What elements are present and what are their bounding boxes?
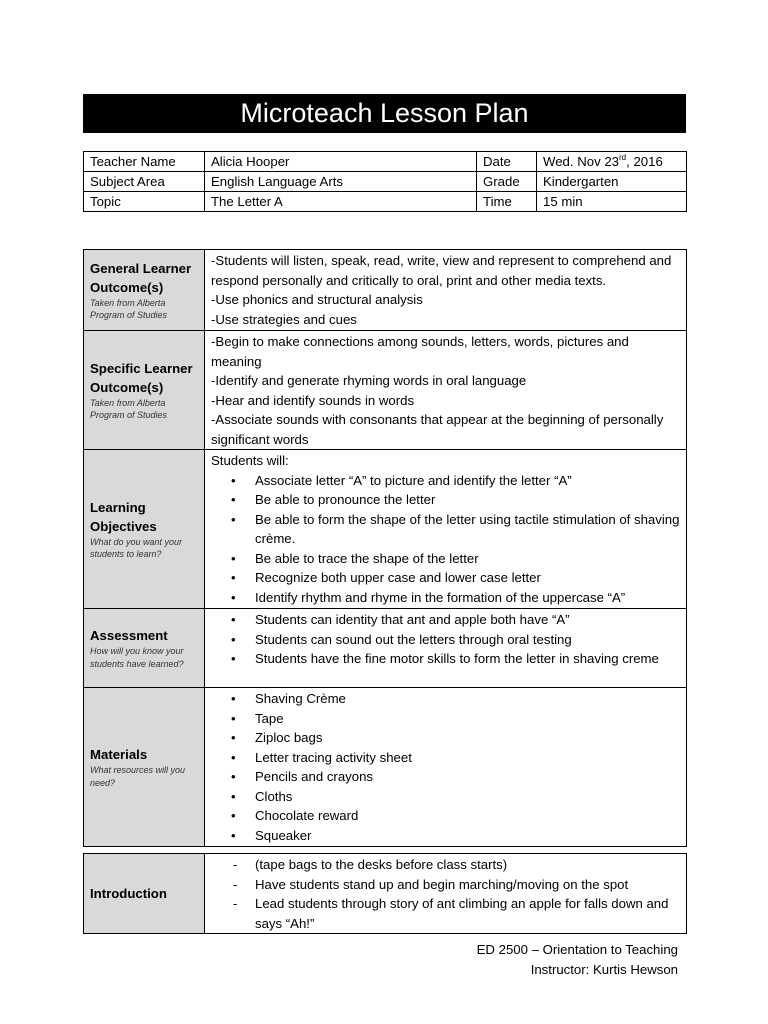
specific-outcomes-content bbox=[205, 331, 687, 450]
learning-objectives-content bbox=[205, 450, 687, 609]
learning-objectives-title: Learning Objectives bbox=[90, 499, 157, 534]
general-outcomes-header bbox=[84, 250, 205, 331]
introduction-content bbox=[205, 854, 687, 934]
subject-label: Subject Area bbox=[84, 172, 205, 192]
teacher-label: Teacher Name bbox=[84, 152, 205, 172]
list-item: • Tape bbox=[211, 709, 680, 729]
page-footer bbox=[477, 940, 678, 980]
materials-header bbox=[84, 688, 205, 847]
list-item: • Be able to pronounce the letter bbox=[211, 490, 680, 510]
subject-value: English Language Arts bbox=[205, 172, 477, 192]
general-outcomes-title: General Learner Outcome(s) bbox=[90, 260, 192, 295]
materials-title: Materials bbox=[90, 747, 148, 762]
assessment-row bbox=[84, 609, 687, 688]
teacher-value: Alicia Hooper bbox=[205, 152, 477, 172]
time-label: Time bbox=[477, 192, 537, 212]
list-item: • Shaving Crème bbox=[211, 689, 680, 709]
list-item: • Cloths bbox=[211, 787, 680, 807]
learning-objectives-header bbox=[84, 450, 205, 609]
materials-subtitle: What resources will you need? bbox=[90, 765, 186, 788]
learning-objectives-subtitle: What do you want your students to learn? bbox=[90, 536, 183, 559]
list-item: • Ziploc bags bbox=[211, 728, 680, 748]
materials-list bbox=[211, 689, 680, 845]
general-outcomes-row bbox=[84, 250, 687, 331]
specific-outcomes-title: Specific Learner Outcome(s) bbox=[90, 360, 193, 395]
introduction-row bbox=[84, 854, 687, 934]
general-outcome-line: -Use phonics and structural analysis bbox=[211, 292, 423, 307]
list-item: • Associate letter “A” to picture and identify the letter “A” bbox=[211, 471, 680, 491]
list-item: • Chocolate reward bbox=[211, 806, 680, 826]
time-value: 15 min bbox=[537, 192, 687, 212]
introduction-list bbox=[211, 855, 680, 933]
info-row-subject bbox=[84, 172, 687, 192]
list-item: • Squeaker bbox=[211, 826, 680, 846]
introduction-title: Introduction bbox=[90, 886, 167, 901]
list-item: • Be able to form the shape of the letter using tactile stimulation of shaving crème. bbox=[211, 510, 680, 549]
grade-value: Kindergarten bbox=[537, 172, 687, 192]
list-item: • Students can identity that ant and apple both have “A” bbox=[211, 610, 680, 630]
list-item: • Identify rhythm and rhyme in the formation of the uppercase “A” bbox=[211, 588, 680, 608]
list-item: • Be able to trace the shape of the letter bbox=[211, 549, 680, 569]
objectives-intro: Students will: bbox=[211, 453, 289, 468]
list-item: • Letter tracing activity sheet bbox=[211, 748, 680, 768]
list-item: - Have students stand up and begin marching/moving on the spot bbox=[211, 875, 680, 895]
specific-outcomes-subtitle: Taken from Alberta Program of Studies bbox=[90, 397, 168, 420]
topic-value: The Letter A bbox=[205, 192, 477, 212]
assessment-header bbox=[84, 609, 205, 688]
general-outcome-line: -Students will listen, speak, read, write, view and represent to comprehend and respond personally and critically to oral, print and other media texts. bbox=[211, 253, 672, 288]
introduction-table bbox=[83, 853, 687, 934]
grade-label: Grade bbox=[477, 172, 537, 192]
assessment-title: Assessment bbox=[90, 628, 168, 643]
course-name: ED 2500 – Orientation to Teaching bbox=[476, 942, 678, 957]
assessment-content bbox=[205, 609, 687, 688]
general-outcomes-content bbox=[205, 250, 687, 331]
specific-outcomes-row bbox=[84, 331, 687, 450]
list-item: - Lead students through story of ant climbing an apple for falls down and says “Ah!” bbox=[211, 894, 680, 933]
specific-outcome-line: -Identify and generate rhyming words in oral language bbox=[211, 373, 527, 388]
list-item: • Pencils and crayons bbox=[211, 767, 680, 787]
assessment-list bbox=[211, 610, 680, 669]
learning-objectives-row bbox=[84, 450, 687, 609]
date-label: Date bbox=[477, 152, 537, 172]
info-row-topic bbox=[84, 192, 687, 212]
materials-content bbox=[205, 688, 687, 847]
specific-outcomes-header bbox=[84, 331, 205, 450]
specific-outcome-line: -Associate sounds with consonants that appear at the beginning of personally significant words bbox=[211, 412, 664, 447]
introduction-header bbox=[84, 854, 205, 934]
info-row-teacher bbox=[84, 152, 687, 172]
specific-outcome-line: -Begin to make connections among sounds, letters, words, pictures and meaning bbox=[211, 334, 629, 369]
list-item: • Recognize both upper case and lower case letter bbox=[211, 568, 680, 588]
lesson-plan-table bbox=[83, 249, 687, 847]
list-item: • Students have the fine motor skills to form the letter in shaving creme bbox=[211, 649, 680, 669]
materials-row bbox=[84, 688, 687, 847]
list-item: - (tape bags to the desks before class starts) bbox=[211, 855, 680, 875]
assessment-subtitle: How will you know your students have learned? bbox=[90, 646, 184, 669]
list-item: • Students can sound out the letters through oral testing bbox=[211, 630, 680, 650]
lesson-info-table bbox=[83, 151, 687, 212]
specific-outcome-line: -Hear and identify sounds in words bbox=[211, 392, 415, 408]
general-outcomes-subtitle: Taken from Alberta Program of Studies bbox=[90, 297, 168, 320]
document-title: Microteach Lesson Plan bbox=[83, 94, 686, 133]
objectives-list bbox=[211, 471, 680, 608]
general-outcome-line: -Use strategies and cues bbox=[211, 311, 357, 327]
date-value: Wed. Nov 23rd, 2016 bbox=[537, 152, 687, 172]
topic-label: Topic bbox=[84, 192, 205, 212]
instructor-name: Instructor: Kurtis Hewson bbox=[530, 962, 678, 977]
